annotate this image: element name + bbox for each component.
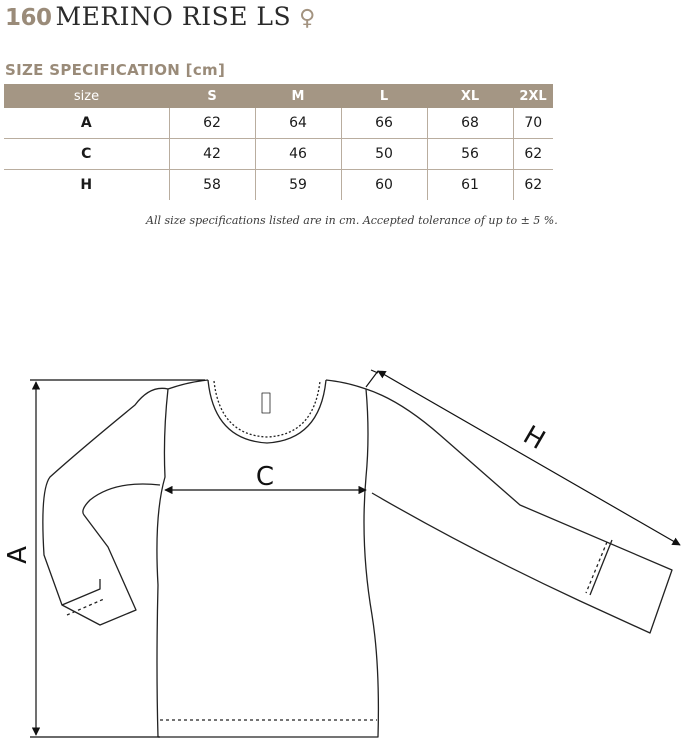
table-cell: 50 xyxy=(341,139,427,170)
table-row xyxy=(4,170,553,201)
size-table-header-row xyxy=(4,84,553,108)
row-label-h: H xyxy=(80,177,93,193)
header-s: S xyxy=(169,84,255,108)
measure-a xyxy=(30,380,205,737)
product-header xyxy=(5,2,315,36)
table-row xyxy=(4,108,553,139)
table-cell: 60 xyxy=(341,170,427,201)
garment-diagram xyxy=(0,365,689,742)
header-xl: XL xyxy=(427,84,513,108)
product-code: 160 xyxy=(5,5,52,31)
header-l: L xyxy=(341,84,427,108)
table-cell: 62 xyxy=(513,170,553,201)
header-m: M xyxy=(255,84,341,108)
table-cell: 61 xyxy=(427,170,513,201)
table-cell: 66 xyxy=(341,108,427,139)
table-cell: 46 xyxy=(255,139,341,170)
measure-h xyxy=(366,370,680,545)
header-size: size xyxy=(4,84,169,108)
size-table xyxy=(4,84,553,200)
table-cell: 68 xyxy=(427,108,513,139)
table-cell: 70 xyxy=(513,108,553,139)
label-a: A xyxy=(3,546,33,564)
product-name: MERINO RISE LS xyxy=(55,2,292,31)
table-cell: 59 xyxy=(255,170,341,201)
size-spec-title: SIZE SPECIFICATION [cm] xyxy=(5,61,226,79)
shirt-outline xyxy=(43,380,672,737)
table-cell: 42 xyxy=(169,139,255,170)
table-cell: 64 xyxy=(255,108,341,139)
row-label-a: A xyxy=(4,108,169,139)
label-h: H xyxy=(518,420,550,456)
female-icon: ♀ xyxy=(299,6,316,31)
label-c: C xyxy=(255,462,275,492)
table-cell: 56 xyxy=(427,139,513,170)
header-2xl: 2XL xyxy=(513,84,553,108)
table-cell: 62 xyxy=(169,108,255,139)
tolerance-note: All size specifications listed are in cm. Accepted tolerance of up to ± 5 %. xyxy=(146,214,558,227)
table-cell: 58 xyxy=(169,170,255,201)
row-label-c: C xyxy=(4,139,169,170)
table-cell: 62 xyxy=(513,139,553,170)
table-row xyxy=(4,139,553,170)
